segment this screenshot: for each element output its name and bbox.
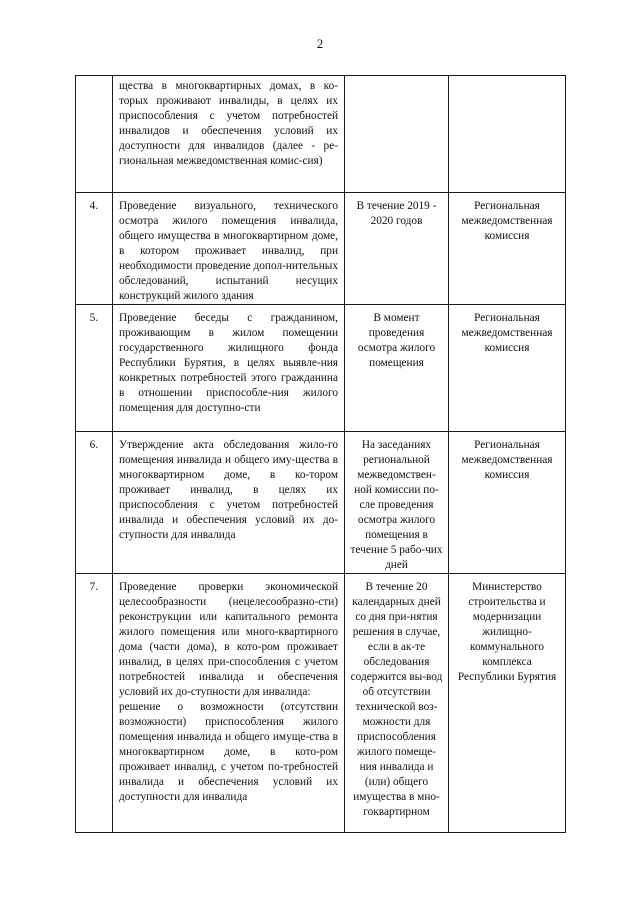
deadline-text: На заседаниях региональной межведомствен-ной комиссии по-сле проведения осмотра жилого помещения в течение 5 рабо-чих дней: [345, 432, 449, 574]
row-number: 5.: [76, 305, 113, 432]
action-text: Проведение проверки экономической целесообразности (нецелесообразно-сти) реконструкции или капитального ремонта жилого помещения или много-квартирного дома (части дома), в кото-ром проживает инвалид, в целях при-способления с учетом потребностей инвалида и обеспечения условий их до-ступности для инвалида: решение о возможности (отсутствии возможности) приспособления жилого помещения инвалида и общего имуще-ства в многоквартирном доме, в кото-ром проживает инвалид, с учетом по-требностей инвалида и обеспечения условий их доступности для инвалида: [113, 574, 345, 833]
responsible-text: Региональная межведомственная комиссия: [449, 432, 566, 574]
responsible-text: Региональная межведомственная комиссия: [449, 193, 566, 305]
row-number: [76, 76, 113, 193]
deadline-text: В течение 2019 - 2020 годов: [345, 193, 449, 305]
table-row: [76, 193, 566, 305]
action-text: Утверждение акта обследования жило-го помещения инвалида и общего иму-щества в многоквартирном доме, в ко-тором проживает инвалид, в целях их приспособления с учетом потребностей инвалида и обеспечения условий их до-ступности для инвалида: [113, 432, 345, 574]
action-text: Проведение беседы с гражданином, проживающим в жилом помещении государственного жилищного фонда Республики Бурятия, в целях выявле-ния конкретных потребностей этого гражданина в отношении приспособле-ния жилого помещения для доступно-сти: [113, 305, 345, 432]
row-number: 6.: [76, 432, 113, 574]
responsible-text: [449, 76, 566, 193]
page-number: 2: [316, 36, 324, 51]
action-text: щества в многоквартирных домах, в ко-торых проживают инвалиды, в целях их приспособления с учетом потребностей инвалидов и обеспечения условий их доступности для инвалидов (далее - ре-гиональная межведомственная комис-сия): [113, 76, 345, 193]
deadline-text: В момент проведения осмотра жилого помещения: [345, 305, 449, 432]
events-table: [75, 75, 566, 833]
responsible-text: Региональная межведомственная комиссия: [449, 305, 566, 432]
row-number: 4.: [76, 193, 113, 305]
row-number: 7.: [76, 574, 113, 833]
deadline-text: В течение 20 календарных дней со дня при-нятия решения в случае, если в ак-те обследования содержится вы-вод об отсутствии технической воз-можности для приспособления жилого помеще-ния инвалида и (или) общего имущества в мно-гоквартирном: [345, 574, 449, 833]
deadline-text: [345, 76, 449, 193]
table-row: [76, 574, 566, 833]
action-text: Проведение визуального, технического осмотра жилого помещения инвалида, общего имущества в многоквартирном доме, в котором проживает инвалид, при необходимости проведение допол-нительных обследований, испытаний несущих конструкций жилого здания: [113, 193, 345, 305]
table-row: [76, 305, 566, 432]
table-row: [76, 76, 566, 193]
responsible-text: Министерство строительства и модернизации жилищно-коммунального комплекса Республики Бурятия: [449, 574, 566, 833]
table-row: [76, 432, 566, 574]
